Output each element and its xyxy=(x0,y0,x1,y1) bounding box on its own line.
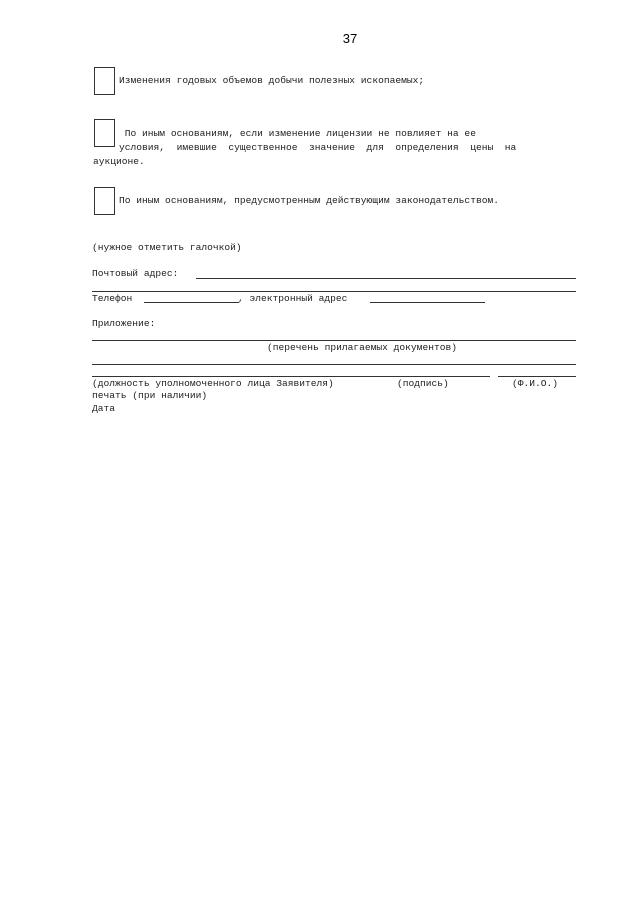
option-other-grounds-license-line1: По иным основаниям, если изменение лицензии не повлияет на ее xyxy=(119,128,476,139)
date-label: Дата xyxy=(92,403,116,414)
checkbox-annual-volumes[interactable] xyxy=(94,67,115,95)
name-caption: (Ф.И.О.) xyxy=(512,378,559,389)
checkbox-other-grounds-license[interactable] xyxy=(94,119,115,147)
phone-label: Телефон xyxy=(92,293,133,304)
checkbox-other-grounds-law[interactable] xyxy=(94,187,115,215)
attachment-line-2[interactable] xyxy=(92,364,576,365)
email-label: , электронный адрес xyxy=(238,293,348,304)
option-other-grounds-license-line3: аукционе. xyxy=(93,156,145,167)
note-check-mark: (нужное отметить галочкой) xyxy=(92,242,242,253)
attachment-caption: (перечень прилагаемых документов) xyxy=(267,342,457,353)
postal-address-label: Почтовый адрес: xyxy=(92,268,179,279)
seal-label: печать (при наличии) xyxy=(92,390,208,401)
option-other-grounds-license-line2: условия, имевшие существенное значение для определения цены на xyxy=(119,142,517,153)
phone-line[interactable] xyxy=(144,302,239,303)
signature-caption: (подпись) xyxy=(397,378,449,389)
option-other-grounds-law-label: По иным основаниям, предусмотренным действующим законодательством. xyxy=(119,195,499,206)
option-annual-volumes-label: Изменения годовых объемов добычи полезных ископаемых; xyxy=(119,75,425,86)
attachment-label: Приложение: xyxy=(92,318,156,329)
postal-address-line[interactable] xyxy=(196,278,576,279)
email-line[interactable] xyxy=(370,302,485,303)
page-number: 37 xyxy=(342,31,358,46)
position-caption: (должность уполномоченного лица Заявителя) xyxy=(92,378,334,389)
